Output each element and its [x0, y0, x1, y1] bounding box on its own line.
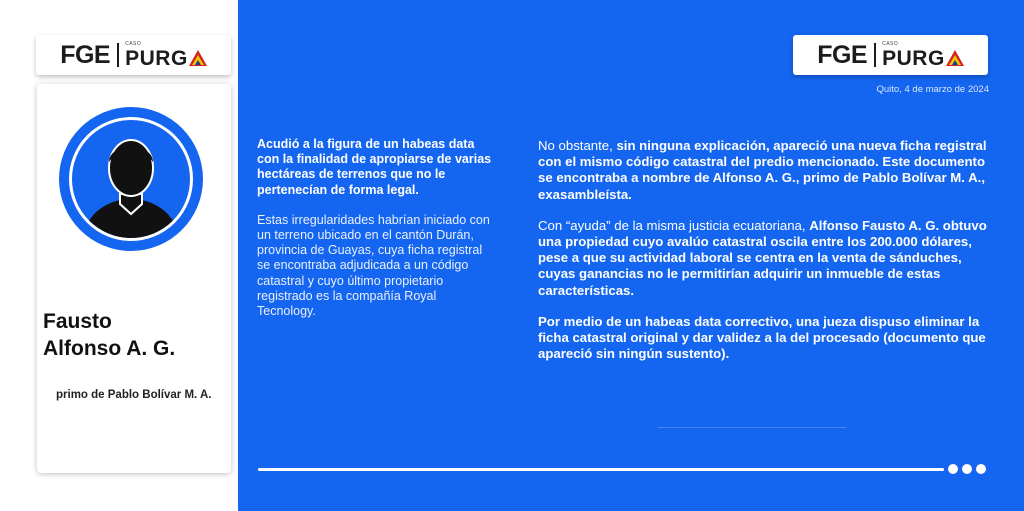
logo-caso-text: CASO — [882, 40, 899, 47]
logo-left — [36, 35, 231, 75]
dot-icon — [948, 464, 958, 474]
logo-purga-text: PURG — [882, 46, 945, 70]
logo-fge-text: FGE — [817, 40, 868, 69]
person-subtitle: primo de Pablo Bolívar M. A. — [56, 389, 212, 401]
person-name — [43, 308, 175, 362]
logo-caso-purga — [882, 42, 964, 69]
person-name-line2: Alfonso A. G. — [43, 337, 176, 360]
text-column-left — [257, 137, 495, 334]
paragraph-2 — [538, 218, 988, 299]
body-paragraph: Estas irregularidades habrían iniciado con un terreno ubicado en el cantón Durán, provincia de Guayas, cuya ficha registral se encontraba adjudicada a un código catastral y cuyo último propietario registrado es la compañía Royal Tecnology. — [257, 212, 490, 319]
logo-fge-text: FGE — [60, 40, 111, 69]
person-name-line1: Fausto — [43, 310, 112, 333]
triangle-emblem-icon — [946, 50, 964, 66]
logo-caso-text: CASO — [125, 40, 142, 47]
paragraph-2-bold: Alfonso Fausto A. G. obtuvo una propiedad cuyo avalúo catastral oscila entre los 200.000 dólares, pese a que su actividad laboral se centra en la venta de sánduches, cuyas ganancias no le permitirían adquirir un inmueble de estas características. — [538, 217, 987, 298]
date-label: Quito, 4 de marzo de 2024 — [876, 84, 989, 95]
lead-paragraph: Acudió a la figura de un habeas data con la finalidad de apropiarse de varias hectáreas de terrenos que no le pertenecían de forma legal. — [257, 137, 492, 197]
pagination-dots — [948, 464, 986, 474]
triangle-emblem-icon — [189, 50, 207, 66]
logo-purga — [882, 48, 964, 69]
dot-icon — [962, 464, 972, 474]
logo-caso-purga — [125, 42, 207, 69]
profile-card — [37, 84, 231, 473]
dot-icon — [976, 464, 986, 474]
avatar-ring — [69, 117, 193, 241]
logo-purga — [125, 48, 207, 69]
text-column-right — [538, 138, 988, 377]
avatar — [59, 107, 203, 251]
paragraph-1-normal: No obstante, — [538, 138, 617, 153]
faint-divider — [658, 427, 846, 428]
logo-right — [793, 35, 988, 75]
paragraph-3: Por medio de un habeas data correctivo, una jueza dispuso eliminar la ficha catastral original y dar validez a la del procesado (documento que apareció sin ningún sustento). — [538, 313, 986, 362]
logo-separator — [874, 43, 876, 67]
logo-separator — [117, 43, 119, 67]
person-silhouette-icon — [76, 128, 186, 238]
bottom-rule — [258, 468, 944, 471]
logo-purga-text: PURG — [125, 46, 188, 70]
paragraph-1-bold: sin ninguna explicación, apareció una nueva ficha registral con el mismo código catastral del predio mencionado. Este documento se encontraba a nombre de Alfonso A. G., primo de Pablo Bolívar M. A., exasambleísta. — [538, 138, 987, 202]
paragraph-2-normal: Con “ayuda” de la misma justicia ecuatoriana, — [538, 217, 810, 233]
paragraph-1 — [538, 138, 988, 203]
